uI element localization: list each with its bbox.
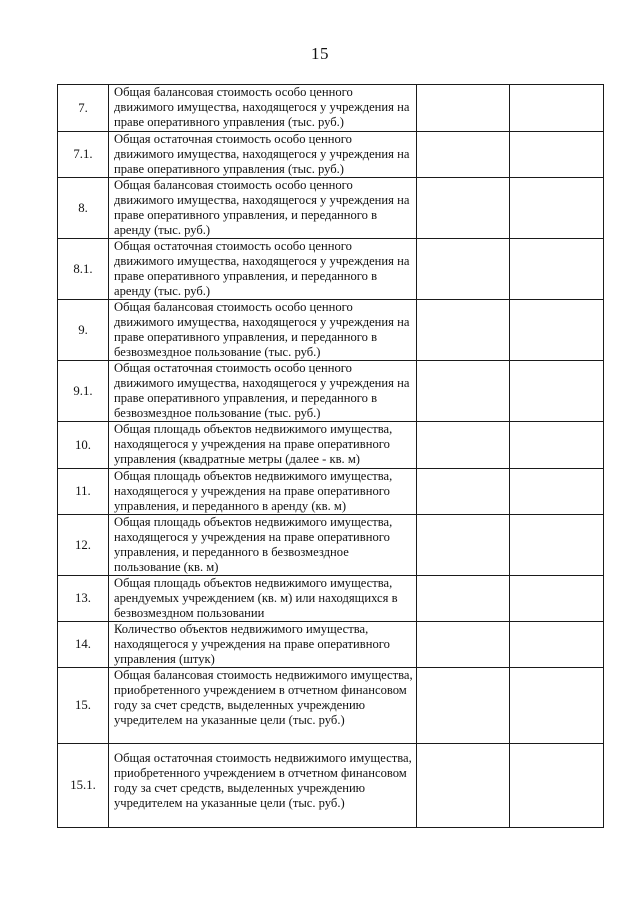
row-description-text: Общая остаточная стоимость особо ценного движимого имущества, находящегося у учреждения на праве оперативного управления, и переданного в аренду (тыс. руб.) xyxy=(114,239,410,298)
row-number: 8.1. xyxy=(58,239,109,300)
table-row xyxy=(58,744,604,828)
value-cell-2 xyxy=(510,178,604,239)
value-cell-1 xyxy=(417,622,510,668)
row-description xyxy=(109,132,417,178)
table-row xyxy=(58,361,604,422)
value-cell-1 xyxy=(417,576,510,622)
row-number: 9. xyxy=(58,300,109,361)
value-cell-1 xyxy=(417,744,510,828)
table-row xyxy=(58,85,604,132)
row-number: 7.1. xyxy=(58,132,109,178)
row-description-text: Общая балансовая стоимость недвижимого имущества, приобретенного учреждением в отчетном финансовом году за счет средств, выделенных учреждению учредителем на указанные цели (тыс. руб.) xyxy=(114,668,413,727)
row-description-text: Количество объектов недвижимого имущества, находящегося у учреждения на праве оперативного управления (штук) xyxy=(114,622,390,666)
row-description-text: Общая площадь объектов недвижимого имущества, находящегося у учреждения на праве оперативного управления, и переданного в аренду (кв. м) xyxy=(114,469,393,513)
row-description-text: Общая остаточная стоимость недвижимого имущества, приобретенного учреждением в отчетном финансовом году за счет средств, выделенных учреждению учредителем на указанные цели (тыс. руб.) xyxy=(114,751,412,810)
table-row xyxy=(58,239,604,300)
value-cell-2 xyxy=(510,622,604,668)
row-number: 9.1. xyxy=(58,361,109,422)
row-number: 15. xyxy=(58,668,109,744)
table-row xyxy=(58,300,604,361)
row-description xyxy=(109,178,417,239)
table-row xyxy=(58,622,604,668)
value-cell-2 xyxy=(510,239,604,300)
row-number: 11. xyxy=(58,469,109,515)
row-number: 7. xyxy=(58,85,109,132)
value-cell-1 xyxy=(417,668,510,744)
value-cell-1 xyxy=(417,361,510,422)
value-cell-2 xyxy=(510,422,604,469)
row-description-text: Общая площадь объектов недвижимого имущества, находящегося у учреждения на праве оперативного управления, и переданного в безвозмездное пользование (кв. м) xyxy=(114,515,393,574)
value-cell-2 xyxy=(510,300,604,361)
row-description xyxy=(109,422,417,469)
row-description xyxy=(109,239,417,300)
row-description-text: Общая балансовая стоимость особо ценного движимого имущества, находящегося у учреждения на праве оперативного управления, и переданного в безвозмездное пользование (тыс. руб.) xyxy=(114,300,410,359)
value-cell-2 xyxy=(510,361,604,422)
row-description-text: Общая остаточная стоимость особо ценного движимого имущества, находящегося у учреждения на праве оперативного управления (тыс. руб.) xyxy=(114,132,410,176)
row-description-text: Общая балансовая стоимость особо ценного движимого имущества, находящегося у учреждения на праве оперативного управления, и переданного в аренду (тыс. руб.) xyxy=(114,178,410,237)
value-cell-2 xyxy=(510,132,604,178)
row-description xyxy=(109,576,417,622)
value-cell-1 xyxy=(417,469,510,515)
row-description-text: Общая остаточная стоимость особо ценного движимого имущества, находящегося у учреждения на праве оперативного управления, и переданного в безвозмездное пользование (тыс. руб.) xyxy=(114,361,410,420)
table-row xyxy=(58,178,604,239)
value-cell-2 xyxy=(510,576,604,622)
row-description xyxy=(109,85,417,132)
table-row xyxy=(58,469,604,515)
value-cell-1 xyxy=(417,422,510,469)
row-description-text: Общая площадь объектов недвижимого имущества, арендуемых учреждением (кв. м) или находящихся в безвозмездном пользовании xyxy=(114,576,398,620)
row-description-text: Общая площадь объектов недвижимого имущества, находящегося у учреждения на праве оперативного управления (квадратные метры (далее - кв. м) xyxy=(114,422,393,466)
value-cell-2 xyxy=(510,515,604,576)
row-description xyxy=(109,361,417,422)
row-description xyxy=(109,300,417,361)
row-description xyxy=(109,469,417,515)
row-description-text: Общая балансовая стоимость особо ценного движимого имущества, находящегося у учреждения на праве оперативного управления (тыс. руб.) xyxy=(114,85,410,129)
value-cell-2 xyxy=(510,469,604,515)
table-row xyxy=(58,422,604,469)
row-number: 13. xyxy=(58,576,109,622)
row-number: 12. xyxy=(58,515,109,576)
table-row xyxy=(58,668,604,744)
value-cell-1 xyxy=(417,239,510,300)
value-cell-1 xyxy=(417,300,510,361)
value-cell-1 xyxy=(417,515,510,576)
value-cell-2 xyxy=(510,744,604,828)
row-number: 8. xyxy=(58,178,109,239)
row-number: 10. xyxy=(58,422,109,469)
table-row xyxy=(58,515,604,576)
value-cell-2 xyxy=(510,85,604,132)
row-description xyxy=(109,622,417,668)
value-cell-1 xyxy=(417,132,510,178)
page-number: 15 xyxy=(311,44,329,63)
row-description xyxy=(109,744,417,828)
value-cell-1 xyxy=(417,85,510,132)
table-row xyxy=(58,576,604,622)
row-description xyxy=(109,515,417,576)
row-number: 15.1. xyxy=(58,744,109,828)
row-description xyxy=(109,668,417,744)
table-row xyxy=(58,132,604,178)
value-cell-1 xyxy=(417,178,510,239)
row-number: 14. xyxy=(58,622,109,668)
value-cell-2 xyxy=(510,668,604,744)
property-report-table xyxy=(57,84,604,828)
